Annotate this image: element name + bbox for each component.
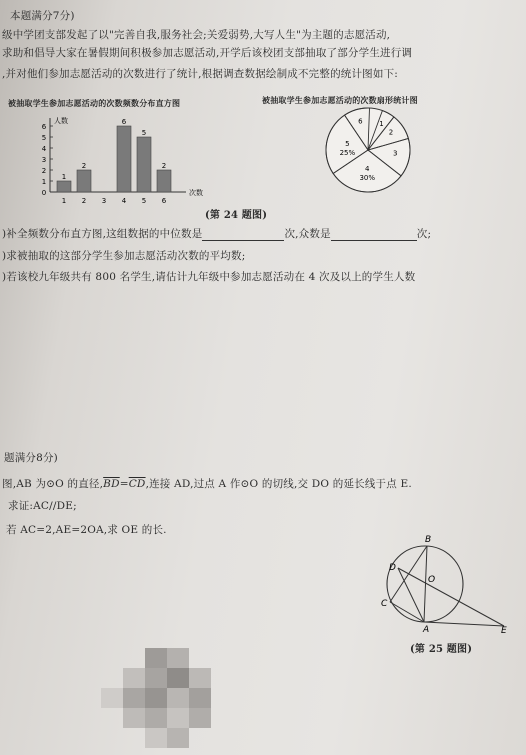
x-tick-label: 2 bbox=[81, 197, 87, 205]
bar bbox=[137, 137, 151, 192]
q24-line2: 求助和倡导大家在暑假期间积极参加志愿活动,开学后该校团支部抽取了部分学生进行调 bbox=[2, 47, 413, 59]
x-axis-label: 次数 bbox=[189, 189, 203, 197]
q24-part1 bbox=[2, 226, 431, 241]
data-label: 2 bbox=[81, 162, 87, 170]
x-tick-label: 3 bbox=[101, 197, 107, 205]
y-axis-label: 人数 bbox=[54, 117, 68, 125]
q24-figure-caption: (第 24 题图) bbox=[205, 210, 268, 221]
q25-part2: 若 AC=2,AE=2OA,求 OE 的长. bbox=[6, 524, 167, 536]
q25-line1 bbox=[2, 476, 412, 491]
bar bbox=[77, 170, 91, 192]
bar bbox=[57, 181, 71, 192]
tangent-ae bbox=[424, 622, 504, 626]
y-tick-label: 6 bbox=[41, 123, 47, 131]
q24-part1-text-a: )补全频数分布直方图,这组数据的中位数是 bbox=[2, 228, 203, 240]
label-e: E bbox=[501, 626, 507, 634]
line-de bbox=[398, 568, 504, 626]
x-tick-label: 6 bbox=[161, 197, 167, 205]
q24-part2: )求被抽取的这部分学生参加志愿活动次数的平均数; bbox=[2, 250, 246, 262]
label-b: B bbox=[425, 535, 432, 545]
pie-slice-label: 1 bbox=[379, 119, 384, 128]
q24-line3: ,并对他们参加志愿活动的次数进行了统计,根据调查数据绘制成不完整的统计图如下: bbox=[2, 68, 399, 80]
bar-chart-title: 被抽取学生参加志愿活动的次数频数分布直方图 bbox=[8, 98, 181, 108]
arc-equals: = bbox=[119, 478, 129, 490]
q24-part1-text-c: 次; bbox=[416, 228, 432, 240]
y-tick-label: 1 bbox=[41, 178, 47, 186]
label-o: O bbox=[428, 575, 436, 585]
pie-slice-label: 5 bbox=[345, 139, 350, 148]
arc-cd: $\overline{CD}$ bbox=[128, 478, 146, 490]
bar-chart bbox=[30, 112, 210, 212]
y-tick-label: 3 bbox=[41, 156, 47, 164]
pie-slice-label: 2 bbox=[388, 128, 394, 137]
pie-chart-title: 被抽取学生参加志愿活动的次数扇形统计图 bbox=[262, 95, 418, 105]
q24-part1-text-b: 次,众数是 bbox=[284, 228, 331, 240]
bar bbox=[117, 126, 131, 192]
y-tick-label: 4 bbox=[41, 145, 47, 153]
x-tick-label: 5 bbox=[141, 197, 147, 205]
label-d: D bbox=[389, 563, 396, 573]
bar bbox=[157, 170, 171, 192]
q25-line1-text-b: ,连接 AD,过点 A 作⊙O 的切线,交 DO 的延长线于点 E. bbox=[145, 478, 412, 490]
data-label: 1 bbox=[61, 173, 67, 181]
x-tick-label: 4 bbox=[121, 197, 127, 205]
q25-figure-caption: (第 25 题图) bbox=[410, 644, 473, 655]
pie-chart bbox=[318, 104, 428, 202]
data-label: 6 bbox=[121, 118, 127, 126]
q24-header: 本题满分7分) bbox=[10, 10, 75, 22]
label-c: C bbox=[381, 599, 388, 609]
q24-line1: 级中学团支部发起了以"完善自我,服务社会;关爱弱势,大写人生"为主题的志愿活动, bbox=[2, 29, 391, 41]
q25-header: 题满分8分) bbox=[4, 452, 58, 464]
y-tick-label: 5 bbox=[41, 134, 47, 142]
median-answer-blank[interactable] bbox=[202, 240, 284, 241]
y-tick-label: 0 bbox=[41, 189, 47, 197]
data-label: 2 bbox=[161, 162, 167, 170]
data-label: 5 bbox=[141, 129, 147, 137]
pie-slice-label: 6 bbox=[358, 117, 363, 126]
q24-part3: )若该校九年级共有 800 名学生,请估计九年级中参加志愿活动在 4 次及以上的学生人数 bbox=[2, 271, 416, 283]
pie-percent-label: 25% bbox=[339, 148, 356, 157]
y-tick-label: 2 bbox=[41, 167, 47, 175]
pie-slice-label: 4 bbox=[365, 164, 370, 173]
arc-bd: $\overline{BD}$ bbox=[103, 478, 120, 490]
x-tick-label: 1 bbox=[61, 197, 67, 205]
label-a: A bbox=[423, 625, 430, 634]
pie-slice-label: 3 bbox=[392, 149, 398, 158]
q25-line1-text-a: 图,AB 为⊙O 的直径, bbox=[2, 478, 104, 490]
q25-part1: 求证:AC//DE; bbox=[8, 500, 77, 512]
line-bc bbox=[390, 546, 427, 602]
mode-answer-blank[interactable] bbox=[331, 240, 417, 241]
pie-percent-label: 30% bbox=[359, 173, 376, 182]
q25-geometry-figure bbox=[378, 534, 510, 634]
